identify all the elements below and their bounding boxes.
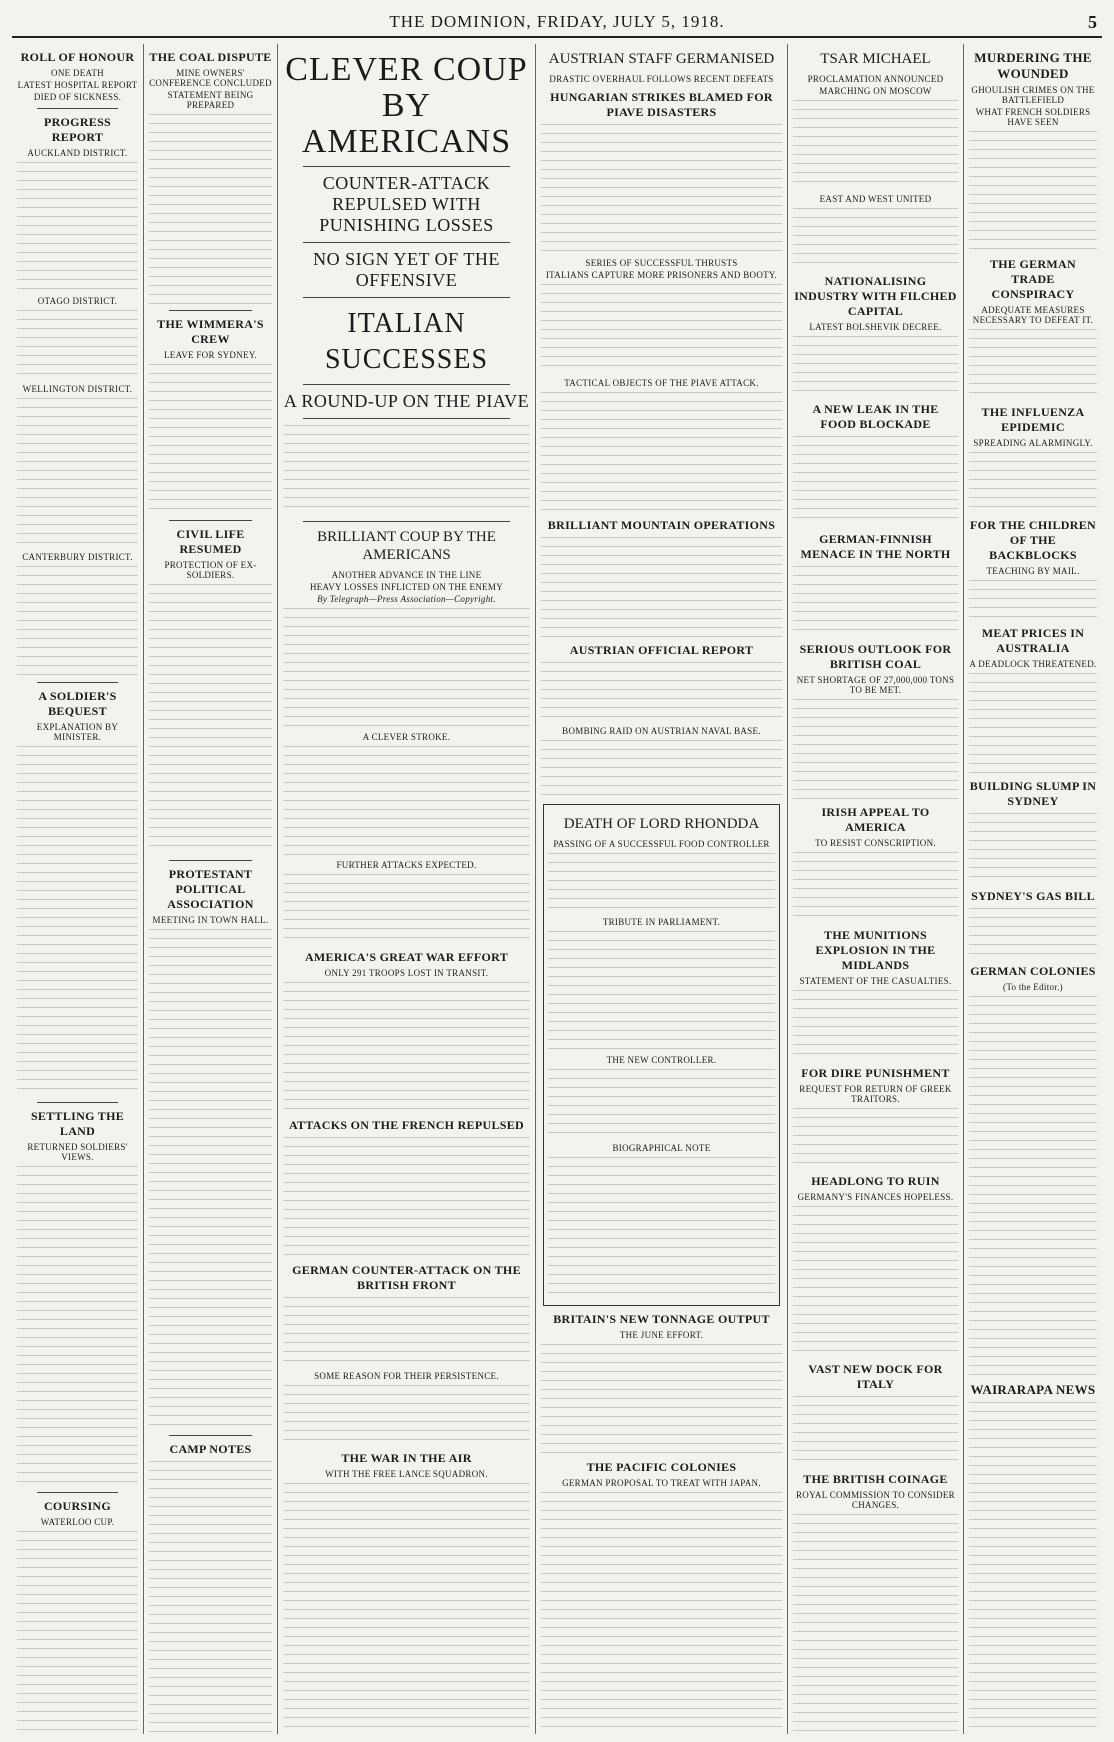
subhead-returned-soldiers: RETURNED SOLDIERS' VIEWS. [27, 1142, 128, 1162]
column-1 [12, 44, 144, 1734]
headline-german-counter: GERMAN COUNTER-ATTACK ON THE BRITISH FRONT [292, 1263, 521, 1292]
headline-brilliant-coup: BRILLIANT COUP BY THE AMERICANS [317, 529, 496, 563]
deck-italian-successes: ITALIAN SUCCESSES [324, 308, 489, 375]
headline-attacks-french: ATTACKS ON THE FRENCH REPULSED [288, 1118, 525, 1132]
headline-dock-italy: VAST NEW DOCK FOR ITALY [808, 1362, 943, 1391]
subhead-adequate-measures: ADEQUATE MEASURES NECESSARY TO DEFEAT IT. [972, 305, 1094, 325]
subhead-free-lance: WITH THE FREE LANCE SQUADRON. [325, 1469, 488, 1479]
subhead-bolshevik-decree: LATEST BOLSHEVIK DECREE. [809, 322, 942, 332]
subhead-net-shortage: NET SHORTAGE OF 27,000,000 TONS TO BE MET. [796, 675, 955, 695]
headline-americas-effort: AMERICA'S GREAT WAR EFFORT [304, 950, 509, 964]
column-4 [536, 44, 788, 1734]
headline-tsar-michael: TSAR MICHAEL [820, 51, 931, 67]
subhead-moscow: MARCHING ON MOSCOW [819, 86, 932, 96]
headline-civil-life: CIVIL LIFE RESUMED [176, 527, 245, 556]
subhead-tribute: TRIBUTE IN PARLIAMENT. [602, 917, 721, 927]
headline-british-coinage: THE BRITISH COINAGE [803, 1472, 948, 1486]
subhead-statement: STATEMENT BEING PREPARED [167, 90, 254, 110]
subhead-bombing-raid: BOMBING RAID ON AUSTRIAN NAVAL BASE. [562, 726, 761, 736]
subhead-further-attacks: FURTHER ATTACKS EXPECTED. [336, 860, 477, 870]
subhead-food-controller: PASSING OF A SUCCESSFUL FOOD CONTROLLER [553, 839, 770, 849]
district-wellington: WELLINGTON DISTRICT. [22, 384, 133, 394]
headline-murdering-wounded: MURDERING THE WOUNDED [974, 50, 1092, 81]
subhead-clever-stroke: A CLEVER STROKE. [362, 732, 451, 742]
subhead-one-death: ONE DEATH [51, 68, 104, 78]
byline: By Telegraph—Press Association—Copyright. [317, 594, 496, 604]
headline-building-slump: BUILDING SLUMP IN SYDNEY [969, 779, 1097, 808]
masthead [12, 10, 1102, 38]
subhead-waterloo-cup: WATERLOO CUP. [40, 1517, 115, 1527]
headline-pacific-colonies: THE PACIFIC COLONIES [586, 1460, 737, 1474]
headline-wairarapa: WAIRARAPA NEWS [970, 1382, 1096, 1397]
subhead-east-west: EAST AND WEST UNITED [819, 194, 932, 204]
column-6 [964, 44, 1102, 1734]
headline-wimmera-crew: THE WIMMERA'S CREW [157, 317, 264, 346]
headline-austrian-staff: AUSTRIAN STAFF GERMANISED [548, 51, 775, 67]
subhead-to-editor: (To the Editor.) [1003, 982, 1063, 992]
headline-influenza: THE INFLUENZA EPIDEMIC [981, 405, 1085, 434]
subhead-hospital-report: LATEST HOSPITAL REPORT [17, 80, 138, 90]
headline-coal-dispute: THE COAL DISPUTE [149, 50, 272, 64]
subhead-explanation: EXPLANATION BY MINISTER. [36, 722, 119, 742]
district-otago: OTAGO DISTRICT. [37, 296, 118, 306]
deck-counter-attack: COUNTER-ATTACK REPULSED WITH PUNISHING LOSSES [319, 173, 494, 235]
column-5 [788, 44, 964, 1734]
headline-soldiers-bequest: A SOLDIER'S BEQUEST [38, 689, 117, 718]
headline-dire-punishment: FOR DIRE PUNISHMENT [801, 1066, 950, 1080]
district-auckland: AUCKLAND DISTRICT. [27, 148, 128, 158]
subhead-finances: GERMANY'S FINANCES HOPELESS. [797, 1192, 954, 1202]
headline-trade-conspiracy: THE GERMAN TRADE CONSPIRACY [989, 257, 1076, 301]
headline-roll-of-honour: ROLL OF HONOUR [20, 50, 135, 64]
headline-children-backblocks: FOR THE CHILDREN OF THE BACKBLOCKS [970, 518, 1096, 562]
headline-british-coal: SERIOUS OUTLOOK FOR BRITISH COAL [799, 642, 952, 671]
headline-progress-report: PROGRESS REPORT [43, 115, 112, 144]
subhead-tactical-objects: TACTICAL OBJECTS OF THE PIAVE ATTACK. [564, 378, 759, 388]
subhead-mine-owners: MINE OWNERS' CONFERENCE CONCLUDED [149, 68, 272, 88]
page-number: 5 [1088, 12, 1098, 32]
subhead-june-effort: THE JUNE EFFORT. [619, 1330, 704, 1340]
headline-protestant-association: PROTESTANT POLITICAL ASSOCIATION [167, 867, 254, 911]
subhead-greek-traitors: REQUEST FOR RETURN OF GREEK TRAITORS. [799, 1084, 952, 1104]
headline-austrian-official: AUSTRIAN OFFICIAL REPORT [569, 643, 754, 657]
main-headline: CLEVER COUP BY AMERICANS [285, 51, 528, 160]
subhead-teaching-mail: TEACHING BY MAIL. [986, 566, 1080, 576]
subhead-died-of-sickness: DIED OF SICKNESS. [33, 92, 122, 102]
headline-food-blockade: A NEW LEAK IN THE FOOD BLOCKADE [812, 402, 939, 431]
subhead-casualties: STATEMENT OF THE CASUALTIES. [799, 976, 952, 986]
headline-tonnage: BRITAIN'S NEW TONNAGE OUTPUT [553, 1312, 770, 1326]
subhead-some-reason: SOME REASON FOR THEIR PERSISTENCE. [314, 1371, 499, 1381]
column-2 [144, 44, 278, 1734]
subhead-leave-sydney: LEAVE FOR SYDNEY. [163, 350, 258, 360]
subhead-italians-capture: ITALIANS CAPTURE MORE PRISONERS AND BOOTY. [545, 270, 778, 280]
subhead-successful-thrusts: SERIES OF SUCCESSFUL THRUSTS [585, 258, 738, 268]
headline-coursing: COURSING [43, 1499, 112, 1513]
masthead-title: THE DOMINION, FRIDAY, JULY 5, 1918. [389, 12, 725, 31]
death-rhondda-box [543, 804, 780, 1306]
subhead-deadlock: A DEADLOCK THREATENED. [969, 659, 1097, 669]
headline-camp-notes: CAMP NOTES [169, 1442, 252, 1456]
subhead-protection: PROTECTION OF EX-SOLDIERS. [164, 560, 257, 580]
subhead-resist-conscription: TO RESIST CONSCRIPTION. [815, 838, 936, 848]
subhead-another-advance: ANOTHER ADVANCE IN THE LINE [331, 570, 482, 580]
headline-gas-bill: SYDNEY'S GAS BILL [971, 889, 1095, 903]
subhead-royal-commission: ROYAL COMMISSION TO CONSIDER CHANGES. [795, 1490, 955, 1510]
subhead-french-soldiers: WHAT FRENCH SOLDIERS HAVE SEEN [975, 107, 1091, 127]
subhead-treat-japan: GERMAN PROPOSAL TO TREAT WITH JAPAN. [562, 1478, 761, 1488]
subhead-only-291: ONLY 291 TROOPS LOST IN TRANSIT. [324, 968, 489, 978]
subhead-heavy-losses: HEAVY LOSSES INFLICTED ON THE ENEMY [309, 582, 504, 592]
headline-irish-appeal: IRISH APPEAL TO AMERICA [821, 805, 930, 834]
subhead-spreading: SPREADING ALARMINGLY. [973, 438, 1093, 448]
column-3 [278, 44, 536, 1734]
deck-round-up: A ROUND-UP ON THE PIAVE [283, 391, 530, 411]
headline-death-rhondda: DEATH OF LORD RHONDDA [563, 816, 760, 832]
headline-mountain-operations: BRILLIANT MOUNTAIN OPERATIONS [547, 518, 776, 532]
headline-meat-prices: MEAT PRICES IN AUSTRALIA [981, 626, 1085, 655]
headline-german-finnish: GERMAN-FINNISH MENACE IN THE NORTH [800, 532, 951, 561]
headline-war-in-air: THE WAR IN THE AIR [341, 1451, 472, 1465]
headline-headlong-ruin: HEADLONG TO RUIN [811, 1174, 940, 1188]
headline-nationalising: NATIONALISING INDUSTRY WITH FILCHED CAPITAL [794, 274, 957, 318]
subhead-ghoulish: GHOULISH CRIMES ON THE BATTLEFIELD [971, 85, 1095, 105]
headline-german-colonies: GERMAN COLONIES [970, 964, 1096, 978]
subhead-biographical-note: BIOGRAPHICAL NOTE [612, 1143, 711, 1153]
headline-munitions: THE MUNITIONS EXPLOSION IN THE MIDLANDS [815, 928, 936, 972]
subhead-new-controller: THE NEW CONTROLLER. [606, 1055, 717, 1065]
district-canterbury: CANTERBURY DISTRICT. [22, 552, 133, 562]
subhead-drastic-overhaul: DRASTIC OVERHAUL FOLLOWS RECENT DEFEATS [549, 74, 774, 84]
deck-no-sign: NO SIGN YET OF THE OFFENSIVE [313, 249, 500, 290]
subhead-town-hall: MEETING IN TOWN HALL. [152, 915, 269, 925]
subhead-hungarian-strikes: HUNGARIAN STRIKES BLAMED FOR PIAVE DISASTERS [550, 90, 773, 119]
headline-settling-land: SETTLING THE LAND [30, 1109, 125, 1138]
subhead-proclamation: PROCLAMATION ANNOUNCED [807, 74, 944, 84]
